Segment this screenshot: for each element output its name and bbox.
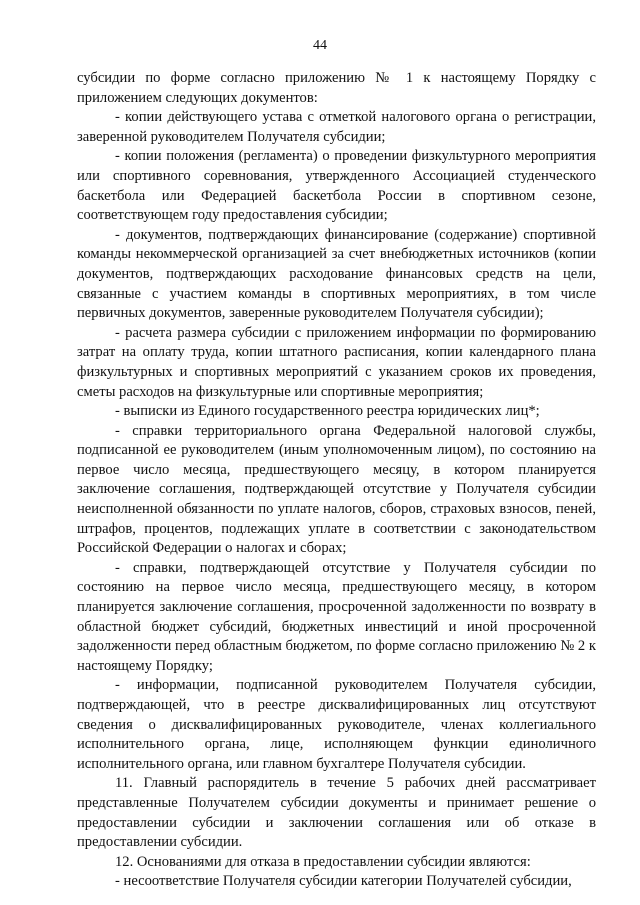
list-item-financing-documents: - документов, подтверждающих финансирование (содержание) спортивной команды некоммерческой организацией за счет внебюджетных источников (копии документов, подтверждающих расходование финансовых средств на цели, связанные с участием команды в спортивных мероприятиях, в том числе первичных документов, заверенные руководителем Получателя субсидии); [77,226,596,322]
list-item-tax-certificate: - справки территориального органа Федеральной налоговой службы, подписанной ее руководителем (иным уполномоченным лицом), по состоянию на первое число месяца, предшествующего месяцу, в котором планируется заключение соглашения, подтверждающей отсутствие у Получателя субсидии неисполненной обязанности по уплате налогов, сборов, страховых взносов, пеней, штрафов, процентов, подлежащих уплате в соответствии с законодательством Российской Федерации о налогах и сборах; [77,422,596,557]
list-item-subsidy-calculation: - расчета размера субсидии с приложением информации по формированию затрат на оплату труда, копии штатного расписания, копии календарного плана физкультурных и спортивных мероприятий с указанием сроков их проведения, сметы расходов на физкультурные или спортивные мероприятия; [77,324,596,400]
list-item-category-mismatch: - несоответствие Получателя субсидии категории Получателей субсидии, [115,873,572,890]
list-item-debt-certificate: - справки, подтверждающей отсутствие у Получателя субсидии по состоянию на первое число месяца, предшествующего месяцу, в котором планируется заключение соглашения, просроченной задолженности по возврату в областной бюджет субсидий, бюджетных инвестиций и иной просроченной задолженности перед областным бюджетом, по форме согласно приложению № 2 к настоящему Порядку; [77,559,596,674]
list-item-regulation-copy: - копии положения (регламента) о проведении физкультурного мероприятия или спортивного соревнования, утвержденного Ассоциацией студенческого баскетбола или Федерацией баскетбола России в спортивном сезоне, соответствующем году предоставления субсидии; [77,148,596,224]
list-item-disqualification-info: - информации, подписанной руководителем Получателя субсидии, подтверждающей, что в реестре дисквалифицированных лиц отсутствуют сведения о дисквалифицированных руководителе, членах коллегиального исполнительного органа, лице, исполняющем функции единоличного исполнительного органа, или главном бухгалтере Получателя субсидии. [77,677,596,772]
paragraph-intro-continuation: субсидии по форме согласно приложению № 1 к настоящему Порядку с приложением следующих документов: [77,70,596,106]
paragraph-clause-11: 11. Главный распорядитель в течение 5 рабочих дней рассматривает представленные Получателем субсидии документы и принимает решение о предоставлении субсидии и заключении соглашения или об отказе в предоставлении субсидии. [77,775,596,851]
list-item-registry-extract: - выписки из Единого государственного реестра юридических лиц*; [115,403,540,420]
list-item-charter-copy: - копии действующего устава с отметкой налогового органа о регистрации, заверенной руководителем Получателя субсидии; [77,109,596,145]
document-body [77,69,596,892]
paragraph-clause-12: 12. Основаниями для отказа в предоставлении субсидии являются: [115,853,531,870]
page-number: 44 [313,38,327,53]
